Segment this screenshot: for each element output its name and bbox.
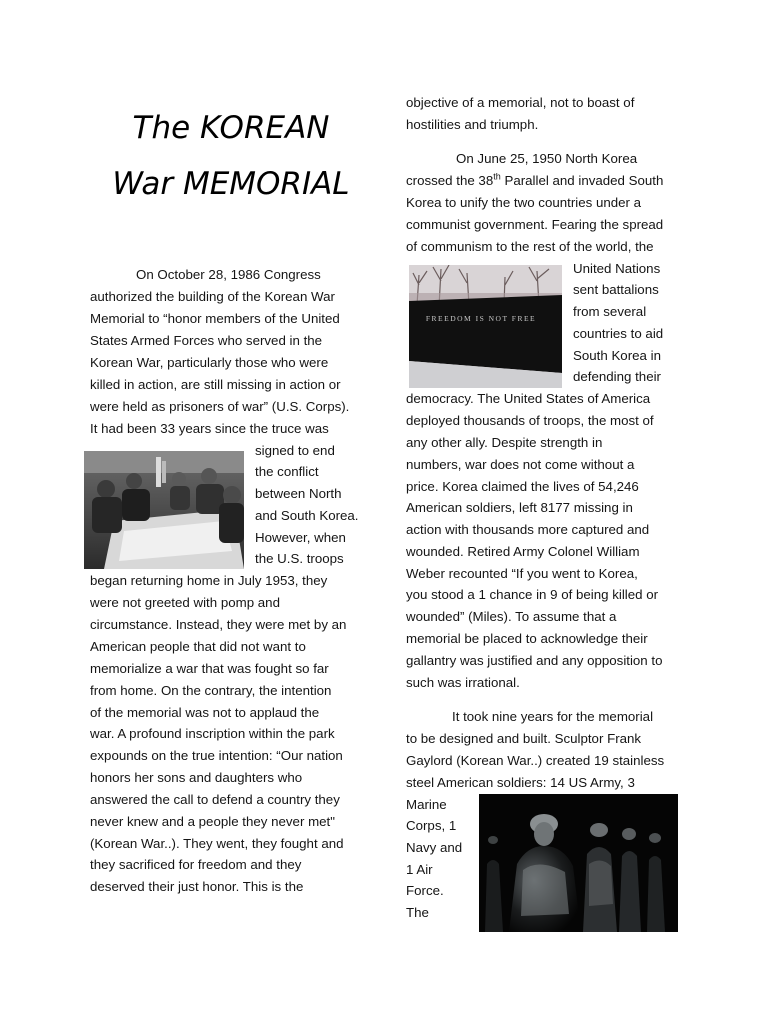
superscript-th: th: [493, 171, 501, 182]
korean-war-negotiation-photo: [84, 451, 244, 569]
text-line: authorized the building of the Korean War: [90, 289, 335, 304]
text-line: It had been 33 years since the truce was: [90, 421, 329, 436]
text-line: (Korean War..). They went, they fought and: [90, 836, 344, 851]
text-line: expounds on the true intention: “Our nation: [90, 748, 343, 763]
text-line: and South Korea.: [255, 508, 359, 523]
wall-inscription: FREEDOM IS NOT FREE: [425, 314, 537, 323]
text-line: the conflict: [255, 464, 319, 479]
text-line: United Nations: [573, 261, 661, 276]
text-line: [406, 170, 663, 192]
text-line: Weber recounted “If you went to Korea,: [406, 566, 638, 581]
text-line: democracy. The United States of America: [406, 391, 651, 406]
text-line: action with thousands more captured and: [406, 522, 650, 537]
text-line: circumstance. Instead, they were met by an: [90, 617, 347, 632]
text-line: American people that did not want to: [90, 639, 306, 654]
text-line: killed in action, are still missing in action or: [90, 377, 341, 392]
text-segment: crossed the 38: [406, 173, 494, 188]
title-line-1: The KOREAN: [132, 110, 330, 146]
text-line: of the memorial was not to applaud the: [90, 705, 320, 720]
text-line: wounded” (Miles). To assume that a: [406, 609, 617, 624]
text-line: from several: [573, 304, 647, 319]
text-line: you stood a 1 chance in 9 of being killed or: [406, 587, 659, 602]
text-line: numbers, war does not come without a: [406, 457, 635, 472]
text-line: defending their: [573, 369, 661, 384]
text-line: signed to end: [255, 443, 335, 458]
title-line-2: War MEMORIAL: [112, 166, 350, 202]
text-line: honors her sons and daughters who: [90, 770, 303, 785]
text-line: States Armed Forces who served in the: [90, 333, 323, 348]
text-line: Navy and: [406, 840, 463, 855]
text-line: never knew and a people they never met": [90, 814, 335, 829]
text-line: Memorial to “honor members of the United: [90, 311, 340, 326]
text-line: price. Korea claimed the lives of 54,246: [406, 479, 639, 494]
text-line: Gaylord (Korean War..) created 19 stainless: [406, 753, 665, 768]
text-line: between North: [255, 486, 342, 501]
text-line: South Korea in: [573, 348, 661, 363]
text-line: were not greeted with pomp and: [90, 595, 280, 610]
text-line: wounded. Retired Army Colonel William: [406, 544, 640, 559]
text-line: such was irrational.: [406, 675, 520, 690]
text-line: Marine: [406, 797, 447, 812]
text-line: The: [406, 905, 429, 920]
text-line: 1 Air: [406, 862, 433, 877]
text-line: memorialize a war that was fought so far: [90, 661, 329, 676]
text-line: objective of a memorial, not to boast of: [406, 95, 635, 110]
text-line: of communism to the rest of the world, the: [406, 239, 654, 254]
text-line: hostilities and triumph.: [406, 117, 539, 132]
text-line: they sacrificed for freedom and they: [90, 857, 302, 872]
freedom-is-not-free-wall-photo: [409, 265, 562, 388]
text-line: It took nine years for the memorial: [452, 709, 654, 724]
text-line: Force.: [406, 883, 444, 898]
text-line: Korean War, particularly those who were: [90, 355, 329, 370]
text-line: gallantry was justified and any opposition to: [406, 653, 663, 668]
soldier-statues-photo: [479, 794, 678, 932]
text-line: deserved their just honor. This is the: [90, 879, 304, 894]
text-line: Corps, 1: [406, 818, 457, 833]
text-line: from home. On the contrary, the intention: [90, 683, 332, 698]
text-line: war. A profound inscription within the park: [90, 726, 335, 741]
text-line: American soldiers, left 8177 missing in: [406, 500, 633, 515]
text-line: answered the call to defend a country they: [90, 792, 340, 807]
text-line: any other ally. Despite strength in: [406, 435, 603, 450]
text-line: steel American soldiers: 14 US Army, 3: [406, 775, 635, 790]
text-line: Korea to unify the two countries under a: [406, 195, 642, 210]
text-line: On June 25, 1950 North Korea: [456, 151, 638, 166]
text-line: began returning home in July 1953, they: [90, 573, 328, 588]
text-line: to be designed and built. Sculptor Frank: [406, 731, 642, 746]
text-line: were held as prisoners of war” (U.S. Corps).: [90, 399, 350, 414]
text-line: deployed thousands of troops, the most of: [406, 413, 654, 428]
text-segment: Parallel and invaded South: [500, 173, 664, 188]
text-line: sent battalions: [573, 282, 659, 297]
text-line: communist government. Fearing the spread: [406, 217, 664, 232]
text-line: On October 28, 1986 Congress: [136, 267, 321, 282]
text-line: However, when: [255, 530, 346, 545]
text-line: memorial be placed to acknowledge their: [406, 631, 648, 646]
text-line: countries to aid: [573, 326, 664, 341]
text-line: the U.S. troops: [255, 551, 344, 566]
page-title: [90, 100, 372, 212]
